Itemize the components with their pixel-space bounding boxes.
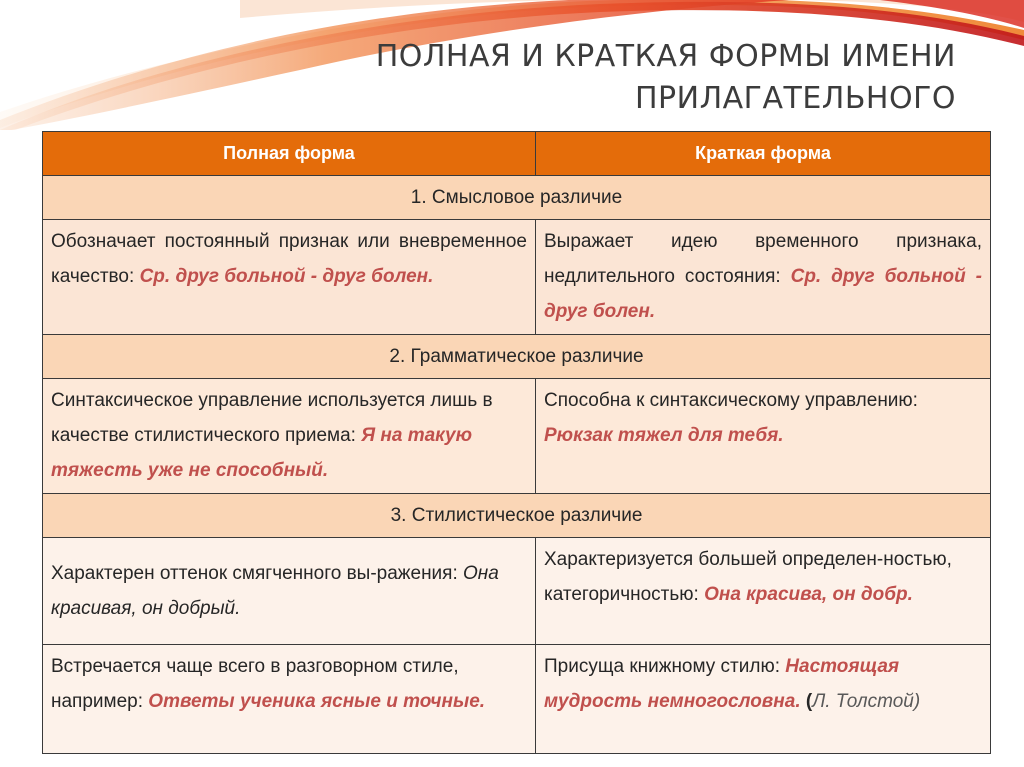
- table-row: [43, 220, 991, 335]
- table-header-row: [43, 132, 991, 176]
- example-text: Ответы ученика ясные и точные.: [148, 691, 486, 712]
- title-line-1: ПОЛНАЯ И КРАТКАЯ ФОРМЫ ИМЕНИ: [375, 39, 956, 74]
- table-row: [43, 645, 991, 754]
- section-title-semantic: 1. Смысловое различие: [43, 176, 991, 220]
- cell-semantic-short: [536, 220, 991, 335]
- cell-style1-full: [43, 538, 536, 645]
- section-title-grammar: 2. Грамматическое различие: [43, 335, 991, 379]
- table-row: [43, 379, 991, 494]
- section-row-style: [43, 494, 991, 538]
- section-row-semantic: [43, 176, 991, 220]
- table-row: [43, 538, 991, 645]
- title-line-2: ПРИЛАГАТЕЛЬНОГО: [635, 81, 956, 116]
- paren-text: (: [800, 691, 813, 712]
- example-text: Ср. друг больной - друг болен.: [544, 266, 982, 322]
- header-full-form: Полная форма: [43, 132, 536, 176]
- cell-style2-short: [536, 645, 991, 754]
- example-text: Ср. друг больной - друг болен.: [139, 266, 434, 287]
- section-title-style: 3. Стилистическое различие: [43, 494, 991, 538]
- comparison-table: [42, 131, 991, 754]
- cell-text: Синтаксическое управление используется лишь в качестве стилистического приема:: [51, 390, 493, 446]
- cell-text: Обозначает постоянный признак или вневременное качество:: [51, 231, 527, 287]
- header-short-form: Краткая форма: [536, 132, 991, 176]
- section-row-grammar: [43, 335, 991, 379]
- cell-text: Характеризуется большей определен-ностью, категоричностью:: [544, 549, 952, 605]
- example-text: Она красивая, он добрый.: [51, 563, 499, 619]
- page-title: [336, 36, 956, 120]
- author-text: Л. Толстой): [812, 691, 921, 712]
- cell-style2-full: [43, 645, 536, 754]
- cell-text: Выражает идею временного признака, недлительного состояния:: [544, 231, 982, 287]
- cell-text: Характерен оттенок смягченного вы-ражения:: [51, 563, 464, 584]
- cell-grammar-short: [536, 379, 991, 494]
- cell-semantic-full: [43, 220, 536, 335]
- example-text: Рюкзак тяжел для тебя.: [544, 425, 784, 446]
- example-text: Настоящая мудрость немногословна.: [544, 656, 900, 712]
- cell-text: Присуща книжному стилю:: [544, 656, 786, 677]
- cell-grammar-full: [43, 379, 536, 494]
- example-text: Я на такую тяжесть уже не способный.: [51, 425, 473, 481]
- cell-style1-short: [536, 538, 991, 645]
- cell-text: Способна к синтаксическому управлению:: [544, 390, 918, 411]
- example-text: Она красива, он добр.: [704, 584, 913, 605]
- cell-text: Встречается чаще всего в разговорном стиле, например:: [51, 656, 459, 712]
